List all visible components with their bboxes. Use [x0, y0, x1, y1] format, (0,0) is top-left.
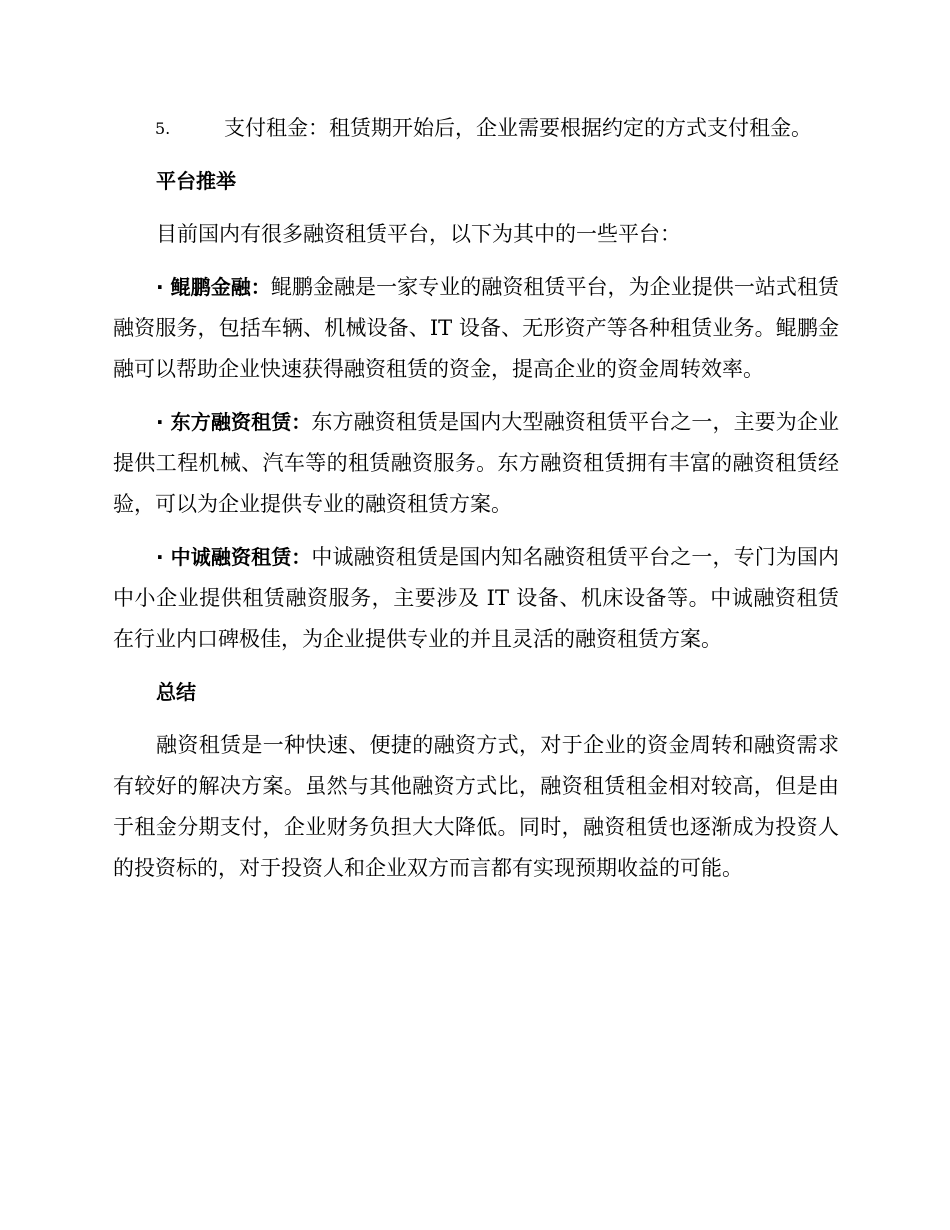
platform-name: · 鲲鹏金融：	[156, 275, 271, 299]
section-heading-platforms: 平台推举	[156, 169, 236, 193]
platform-name: · 东方融资租赁：	[156, 410, 312, 434]
platform-description: 东方融资租赁是国内大型融资租赁平台之一，主要为企业提供工程机械、汽车等的租赁融资服务。东方融资租赁拥有丰富的融资租赁经验，可以为企业提供专业的融资租赁方案。	[113, 410, 839, 516]
platform-description: 鲲鹏金融是一家专业的融资租赁平台，为企业提供一站式租赁融资服务，包括车辆、机械设备、IT 设备、无形资产等各种租赁业务。鲲鹏金融可以帮助企业快速获得融资租赁的资金，提高企业的资金周转效率。	[113, 275, 840, 381]
platforms-intro-paragraph: 目前国内有很多融资租赁平台，以下为其中的一些平台：	[156, 222, 681, 246]
step-text: 支付租金：租赁期开始后，企业需要根据约定的方式支付租金。	[224, 116, 812, 140]
step-number: 5.	[155, 119, 171, 138]
platform-item-zhongcheng	[113, 537, 839, 660]
platform-description: 中诚融资租赁是国内知名融资租赁平台之一，专门为国内中小企业提供租赁融资服务，主要涉及 IT 设备、机床设备等。中诚融资租赁在行业内口碑极佳，为企业提供专业的并且灵活的融资租赁方案。	[113, 545, 839, 651]
platform-name: · 中诚融资租赁：	[156, 545, 312, 569]
section-heading-summary: 总结	[156, 680, 196, 704]
summary-paragraph: 融资租赁是一种快速、便捷的融资方式，对于企业的资金周转和融资需求有较好的解决方案。虽然与其他融资方式比，融资租赁租金相对较高，但是由于租金分期支付，企业财务负担大大降低。同时，融资租赁也逐渐成为投资人的投资标的，对于投资人和企业双方而言都有实现预期收益的可能。	[113, 733, 839, 880]
numbered-step-5	[112, 108, 839, 149]
document-body	[113, 108, 839, 901]
platform-item-kunpeng	[113, 267, 839, 390]
platform-item-dongfang	[113, 402, 839, 525]
